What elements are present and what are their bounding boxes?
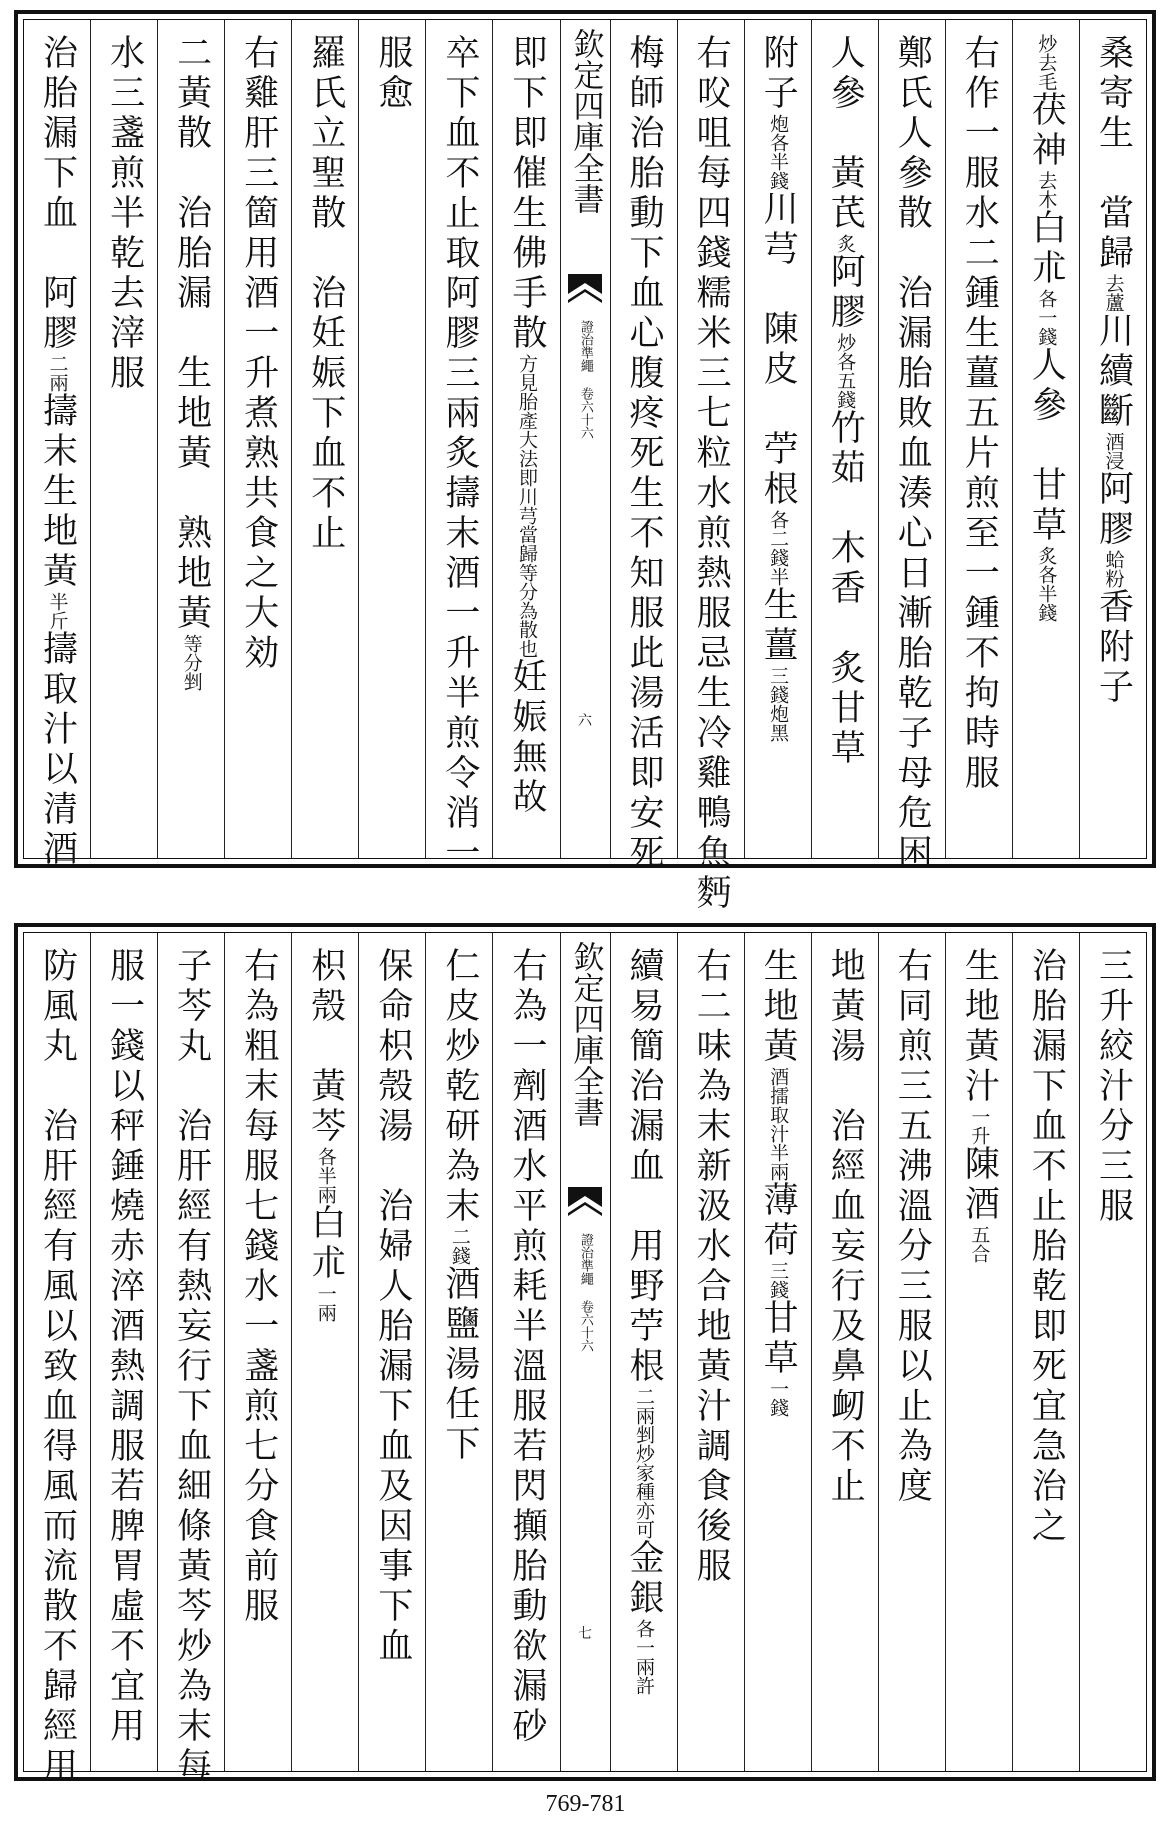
column-text <box>758 34 799 858</box>
text-segment: 即下即催生佛手散 <box>506 34 547 354</box>
annotation-note: 各一兩許 <box>633 1619 656 1695</box>
column-text <box>305 947 346 1771</box>
annotation-note: 炮各半錢 <box>767 114 790 190</box>
upper-page-frame <box>23 19 1147 914</box>
text-segment: 二黃散 治胎漏 生地黃 熟地黃 <box>171 34 212 634</box>
text-segment: 白朮 <box>305 1204 346 1284</box>
text-segment: 妊娠無故 <box>506 658 547 818</box>
annotation-note: 炒各五錢 <box>834 333 857 409</box>
annotation-note: 三錢炮黑 <box>767 666 790 742</box>
text-segment: 陳酒 <box>959 1145 1000 1225</box>
column-text <box>37 947 78 1787</box>
annotation-note: 等分剉 <box>180 634 203 691</box>
annotation-note: 酒浸 <box>1102 432 1125 470</box>
annotation-note: 蛤粉 <box>1102 550 1125 588</box>
text-column <box>358 20 425 858</box>
text-column <box>224 933 291 1771</box>
text-segment: 服愈 <box>372 34 413 114</box>
text-segment: 擣取汁以清酒 <box>37 630 78 870</box>
column-text <box>691 34 732 914</box>
text-segment: 右為粗末每服七錢水一盞煎七分食前服 <box>238 947 279 1627</box>
text-column <box>811 933 878 1771</box>
text-column <box>610 20 677 874</box>
text-column <box>24 20 90 870</box>
annotation-note: 二兩剉炒家種亦可 <box>633 1387 656 1539</box>
text-segment: 香附子 <box>1093 588 1134 708</box>
annotation-note: 一兩 <box>314 1284 337 1322</box>
annotation-note: 五合 <box>968 1225 991 1263</box>
text-column <box>425 20 492 874</box>
text-segment: 枳殼 黃芩 <box>305 947 346 1147</box>
leaf-number: 六 <box>578 713 592 729</box>
text-segment: 川芎 陳皮 苧根 <box>758 190 799 510</box>
text-segment: 附子 <box>758 34 799 114</box>
text-column <box>677 20 744 914</box>
text-column <box>24 933 90 1787</box>
column-text <box>825 34 866 858</box>
annotation-note: 酒擂取汁半兩 <box>767 1067 790 1181</box>
annotation-note: 去蘆 <box>1102 274 1125 312</box>
column-text <box>439 947 480 1771</box>
annotation-note: 炙 <box>834 234 857 253</box>
text-column <box>90 20 157 858</box>
text-segment: 川續斷 <box>1093 312 1134 432</box>
column-text <box>372 34 413 858</box>
text-column <box>157 933 224 1787</box>
text-column <box>945 933 1012 1771</box>
text-column <box>358 933 425 1771</box>
column-text <box>104 34 145 858</box>
text-segment: 鄭氏人參散 治漏胎敗血湊心日漸胎乾子母危困 <box>892 34 933 874</box>
text-segment: 右二味為末新汲水合地黃汁調食後服 <box>691 947 732 1587</box>
annotation-note: 半斤 <box>46 592 69 630</box>
column-text <box>171 947 212 1787</box>
text-segment: 右雞肝三箇用酒一升煮熟共食之大効 <box>238 34 279 674</box>
annotation-note: 炒去毛 <box>1035 34 1058 91</box>
text-column <box>744 20 811 858</box>
text-column <box>610 933 677 1771</box>
text-segment: 治胎漏下血不止胎乾即死宜急治之 <box>1026 947 1067 1547</box>
volume-label: 證治準繩 卷六十六 <box>577 1233 593 1352</box>
column-text <box>372 947 413 1771</box>
text-segment: 羅氏立聖散 治妊娠下血不止 <box>305 34 346 554</box>
column-text <box>691 947 732 1771</box>
annotation-note: 炙各半錢 <box>1035 546 1058 622</box>
text-segment: 白朮 <box>1026 209 1067 289</box>
text-segment: 右㕮咀每四錢糯米三七粒水煎熱服忌生冷雞鴨魚麪 <box>691 34 732 914</box>
text-segment: 保命枳殼湯 治婦人胎漏下血及因事下血 <box>372 947 413 1667</box>
text-segment: 仁皮炒乾研為末 <box>439 947 480 1227</box>
text-segment: 生薑 <box>758 586 799 666</box>
text-segment: 服一錢以秤錘燒赤淬酒熱調服若脾胃虛不宜用 <box>104 947 145 1747</box>
column-text <box>1026 34 1067 858</box>
text-column <box>291 20 358 858</box>
text-column <box>878 20 945 874</box>
annotation-note: 二兩 <box>46 354 69 392</box>
annotation-note: 各半兩 <box>314 1147 337 1204</box>
annotation-note: 一升 <box>968 1107 991 1145</box>
text-segment: 右作一服水二鍾生薑五片煎至一鍾不拘時服 <box>959 34 1000 794</box>
column-text <box>439 34 480 874</box>
text-column <box>1012 20 1079 858</box>
text-column <box>677 933 744 1771</box>
fold-title: 欽定四庫全書 <box>567 941 604 1127</box>
column-text <box>892 947 933 1771</box>
column-text <box>171 34 212 858</box>
column-text <box>825 947 866 1771</box>
center-fold <box>560 20 610 858</box>
text-segment: 薄荷 <box>758 1181 799 1261</box>
upper-page <box>14 10 1156 914</box>
column-text <box>104 947 145 1771</box>
column-text <box>959 34 1000 858</box>
text-segment: 子芩丸 治肝經有熱妄行下血細條黃芩炒為末每 <box>171 947 212 1787</box>
text-column <box>224 20 291 858</box>
text-column <box>1012 933 1079 1771</box>
column-text <box>506 947 547 1771</box>
text-segment: 阿膠 <box>825 253 866 333</box>
text-segment: 甘草 <box>758 1299 799 1379</box>
column-text <box>37 34 78 870</box>
text-segment: 茯神 <box>1026 91 1067 171</box>
text-segment: 金銀 <box>624 1539 665 1619</box>
text-column <box>945 20 1012 858</box>
text-column <box>811 20 878 858</box>
fishtail-mark-icon <box>568 274 602 310</box>
text-segment: 三升絞汁分三服 <box>1093 947 1134 1227</box>
text-segment: 人參 黃芪 <box>825 34 866 234</box>
text-segment: 右同煎三五沸溫分三服以止為度 <box>892 947 933 1507</box>
text-segment: 梅師治胎動下血心腹疼死生不知服此湯活即安死 <box>624 34 665 874</box>
volume-label: 證治準繩 卷六十六 <box>577 320 593 439</box>
text-segment: 防風丸 治肝經有風以致血得風而流散不歸經用 <box>37 947 78 1787</box>
column-text <box>238 34 279 858</box>
text-column <box>90 933 157 1771</box>
page-number: 769-781 <box>545 1791 626 1817</box>
annotation-note: 各二錢半 <box>767 510 790 586</box>
text-column <box>1079 933 1146 1771</box>
text-segment: 桑寄生 當歸 <box>1093 34 1134 274</box>
text-column <box>878 933 945 1771</box>
column-text <box>1026 947 1067 1771</box>
text-column <box>157 20 224 858</box>
column-text <box>758 947 799 1771</box>
lower-page-frame <box>23 932 1147 1787</box>
text-column <box>492 20 559 858</box>
text-segment: 擣末生地黃 <box>37 392 78 592</box>
text-column <box>492 933 559 1771</box>
column-text <box>1093 947 1134 1771</box>
text-column <box>291 933 358 1771</box>
center-fold <box>560 933 610 1771</box>
column-text <box>506 34 547 858</box>
fold-title: 欽定四庫全書 <box>567 28 604 214</box>
column-text <box>238 947 279 1771</box>
column-text <box>892 34 933 874</box>
text-segment: 地黃湯 治經血妄行及鼻衂不止 <box>825 947 866 1507</box>
text-segment: 右為一劑酒水平煎耗半溫服若閃攧胎動欲漏砂 <box>506 947 547 1747</box>
text-column <box>425 933 492 1771</box>
annotation-note: 方見胎產大法即川芎當歸等分為散也 <box>515 354 538 658</box>
fishtail-mark-icon <box>568 1187 602 1223</box>
leaf-number: 七 <box>578 1626 592 1642</box>
column-text <box>959 947 1000 1771</box>
column-text <box>305 34 346 858</box>
text-segment: 酒鹽湯任下 <box>439 1265 480 1465</box>
column-text <box>624 34 665 874</box>
text-segment: 生地黃汁 <box>959 947 1000 1107</box>
text-segment: 生地黃 <box>758 947 799 1067</box>
annotation-note: 去木 <box>1035 171 1058 209</box>
text-segment: 阿膠 <box>1093 470 1134 550</box>
annotation-note: 各一錢 <box>1035 289 1058 346</box>
annotation-note: 三錢 <box>767 1261 790 1299</box>
text-segment: 卒下血不止取阿膠三兩炙擣末酒一升半煎令消一 <box>439 34 480 874</box>
text-segment: 竹茹 木香 炙甘草 <box>825 409 866 769</box>
text-segment: 水三盞煎半乾去滓服 <box>104 34 145 394</box>
text-segment: 人參 甘草 <box>1026 346 1067 546</box>
column-text <box>624 947 665 1771</box>
text-column <box>1079 20 1146 858</box>
lower-page <box>14 923 1156 1787</box>
text-segment: 續易簡治漏血 用野苧根 <box>624 947 665 1387</box>
column-text <box>1093 34 1134 858</box>
annotation-note: 二錢 <box>448 1227 471 1265</box>
annotation-note: 一錢 <box>767 1379 790 1417</box>
text-column <box>744 933 811 1771</box>
text-segment: 治胎漏下血 阿膠 <box>37 34 78 354</box>
